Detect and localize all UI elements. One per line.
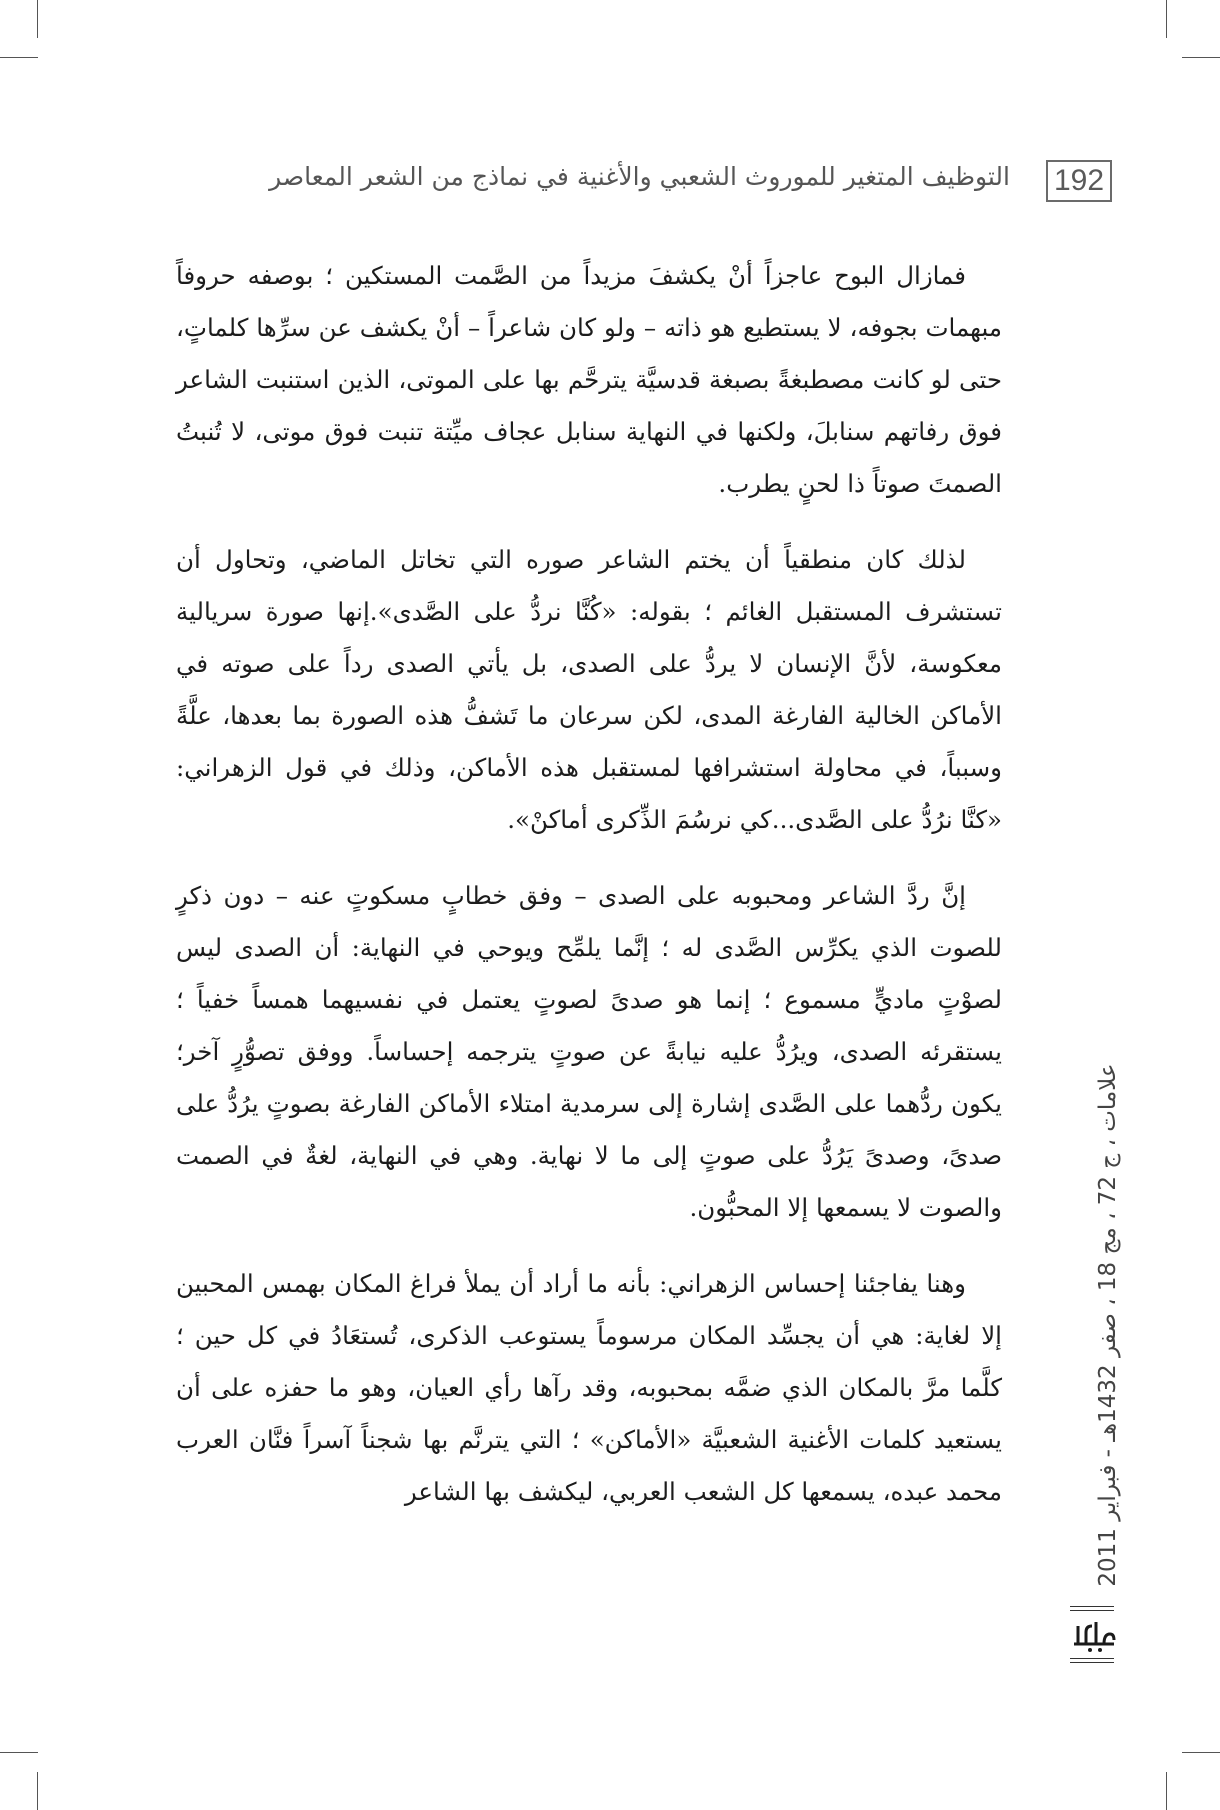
paragraph: لذلك كان منطقياً أن يختم الشاعر صوره التي تخاتل الماضي، وتحاول أن تستشرف المستقبل الغائم ؛ بقوله: «كُنَّا نردُّ على الصَّدى».إنها صورة سريالية معكوسة، لأنَّ الإنسان لا يردُّ على الصدى، بل يأتي الصدى رداً على صوته في الأماكن الخالية الفارغة المدى، لكن سرعان ما تَشفُّ هذه الصورة بما بعدها، علَّةً وسبباً، في محاولة استشرافها لمستقبل هذه الأماكن، وذلك في قول الزهراني: «كنَّا نرُدُّ على الصَّدى...كي نرسُمَ الذِّكرى أماكنْ». [176, 545, 1002, 834]
logo-rule [1070, 1658, 1114, 1659]
paragraph: إنَّ ردَّ الشاعر ومحبوبه على الصدى – وفق خطابٍ مسكوتٍ عنه – دون ذكرٍ للصوت الذي يكرِّس الصَّدى له ؛ إنَّما يلمِّح ويوحي في النهاية: أن الصدى ليس لصوْتٍ ماديٍّ مسموع ؛ إنما هو صدىً لصوتٍ يعتمل في نفسيهما همساً خفياً ؛ يستقرئه الصدى، ويرُدُّ عليه نيابةً عن صوتٍ يترجمه إحساساً. ووفق تصوُّرٍ آخر؛ يكون ردُّهما على الصَّدى إشارة إلى سرمدية امتلاء الأماكن الفارغة بصوتٍ يرُدُّ على صدىً، وصدىً يَرُدُّ على صوتٍ إلى ما لا نهاية. وهي في النهاية، لغةٌ في الصمت والصوت لا يسمعها إلا المحبُّون. [176, 881, 1002, 1222]
running-title: التوظيف المتغير للموروث الشعبي والأغنية في نماذج من الشعر المعاصر [269, 162, 1010, 191]
crop-mark [0, 1752, 38, 1753]
logo-icon [1070, 1614, 1118, 1654]
body-text [176, 250, 1002, 1542]
crop-mark [1182, 1752, 1220, 1753]
crop-mark [1166, 1772, 1167, 1810]
page-number: 192 [1046, 160, 1112, 202]
crop-mark [37, 0, 38, 38]
crop-mark [37, 1772, 38, 1810]
page-header [182, 160, 1112, 208]
paragraph: وهنا يفاجئنا إحساس الزهراني: بأنه ما أراد أن يملأ فراغ المكان بهمس المحبين إلا لغاية: هي أن يجسِّد المكان مرسوماً يستوعب الذكرى، تُستعَادُ في كل حين ؛ كلَّما مرَّ بالمكان الذي ضمَّه بمحبوبه، وقد رآها رأي العيان، وهو ما حفزه على أن يستعيد كلمات الأغنية الشعبيَّة «الأماكن» ؛ التي يترنَّم بها شجناً آسراً فنَّان العرب محمد عبده، يسمعها كل الشعب العربي، ليكشف بها الشاعر [176, 1269, 1002, 1506]
side-running-text [1088, 1055, 1128, 1595]
paragraph: فمازال البوح عاجزاً أنْ يكشفَ مزيداً من الصَّمت المستكين ؛ بوصفه حروفاً مبهمات بجوفه، لا يستطيع هو ذاته – ولو كان شاعراً – أنْ يكشف عن سرِّها كلماتٍ، حتى لو كانت مصطبغةً بصبغة قدسيَّة يترحَّم بها على الموتى، الذين استنبت الشاعر فوق رفاتهم سنابلَ، ولكنها في النهاية سنابل عجاف ميِّتة تنبت فوق موتى، لا تُنبتُ الصمتَ صوتاً ذا لحنٍ يطرب. [176, 261, 1002, 498]
crop-mark [1166, 0, 1167, 38]
journal-logo [1070, 1614, 1118, 1654]
logo-rule [1070, 1606, 1114, 1607]
crop-mark [1182, 57, 1220, 58]
logo-rule [1070, 1610, 1114, 1611]
crop-mark [0, 57, 38, 58]
journal-citation: علامات ، ج 72 ، مج 18 ، صفر 1432هـ - فبراير 2011 [1095, 1063, 1121, 1587]
logo-rule [1070, 1662, 1114, 1663]
